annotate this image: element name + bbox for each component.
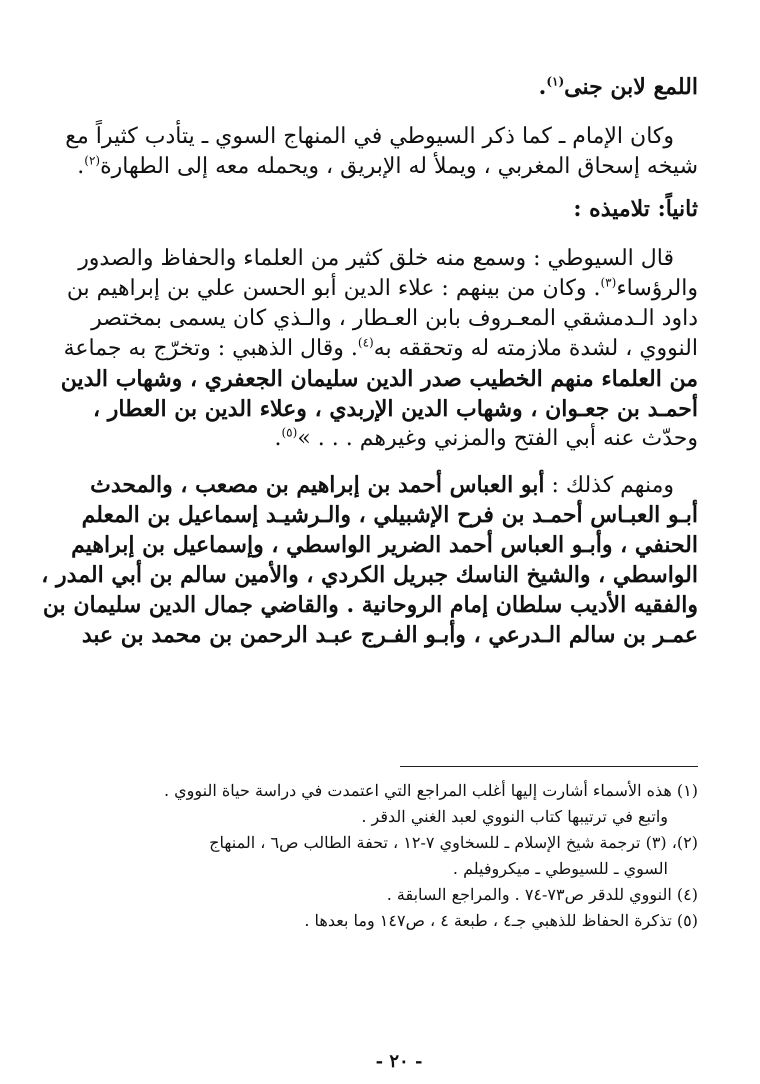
footnote-1-continued: واتبع في ترتيبها كتاب النووي لعبد الغني الدقر .: [361, 807, 668, 826]
title-line: [100, 72, 698, 102]
paragraph-line: أحمـد بن جعـوان ، وشهاب الدين الإربدي ، وعلاء الدين بن العطار ،: [93, 396, 698, 422]
paragraph-line: أبـو العبـاس أحمـد بن فرح الإشبيلي ، والـرشيـد إسماعيل بن المعلم: [81, 502, 698, 528]
section-heading-students: ثانياً: تلاميذه :: [573, 196, 698, 222]
paragraph-line: [90, 470, 698, 500]
book-page: [41, 66, 698, 1072]
paragraph-line-end: .: [274, 426, 282, 451]
footnote-2-3: (٢)، (٣) ترجمة شيخ الإسلام ـ للسخاوي ٧-١٢ ، تحفة الطالب ص٦ ، المنهاج: [209, 833, 698, 852]
footnote-ref-5: (٥): [281, 425, 298, 440]
paragraph-line: [63, 334, 698, 364]
title-text: اللمع لابن جنى: [564, 74, 698, 100]
title-end: .: [538, 74, 547, 100]
footnote-4: (٤) النووي للدقر ص٧٣-٧٤ . والمراجع السابقة .: [386, 885, 698, 904]
paragraph-line-text: النووي ، لشدة ملازمته له وتحققه به: [373, 336, 698, 361]
paragraph-line-text: . وقال الذهبي : وتخرّج به جماعة: [63, 336, 358, 361]
footnote-ref-1: (١): [546, 74, 565, 89]
paragraph-line: قال السيوطي : وسمع منه خلق كثير من العلماء والحفاظ والصدور: [78, 246, 674, 271]
paragraph-line: [77, 152, 698, 182]
paragraph-line: من العلماء منهم الخطيب صدر الدين سليمان الجعفري ، وشهاب الدين: [60, 366, 698, 392]
footnotes: [100, 778, 698, 934]
paragraph-line: والفقيه الأديب سلطان إمام الروحانية . والقاضي جمال الدين سليمان بن: [42, 592, 698, 618]
paragraph-line-text: شيخه إسحاق المغربي ، ويملأ له الإبريق ، ويحمله معه إلى الطهارة: [100, 154, 698, 179]
footnote-ref-4: (٤): [357, 335, 374, 350]
paragraph-students: [60, 244, 698, 454]
footnote-divider: [400, 766, 698, 767]
paragraph-line-text: ومنهم كذلك :: [544, 473, 674, 498]
page-number: - ٢٠ -: [375, 1051, 423, 1072]
footnote-2-3-continued: السوي ـ للسيوطي ـ ميكروفيلم .: [452, 859, 668, 878]
paragraph-line-end: .: [77, 154, 85, 179]
paragraph-line: الواسطي ، والشيخ الناسك جبريل الكردي ، والأمين سالم بن أبي المدر ،: [41, 562, 698, 588]
footnote-1: (١) هذه الأسماء أشارت إليها أغلب المراجع التي اعتمدت في دراسة حياة النووي .: [163, 781, 698, 800]
footnote-ref-2: (٢): [84, 153, 101, 168]
paragraph-line: [66, 274, 698, 304]
paragraph-line: [100, 424, 698, 454]
paragraph-line-text: وحدّث عنه أبي الفتح والمزني وغيرهم . . . »: [297, 426, 698, 451]
paragraph-more-students: [41, 470, 698, 650]
paragraph-line-text: والرؤساء: [616, 276, 698, 301]
footnote-5: (٥) تذكرة الحفاظ للذهبي جـ٤ ، طبعة ٤ ، ص١٤٧ وما بعدها .: [304, 911, 698, 930]
paragraph-line-text: أبو العباس أحمد بن إبراهيم بن مصعب ، والمحدث: [90, 472, 545, 498]
paragraph-imam-teacher: [65, 122, 698, 182]
footnote-ref-3: (٣): [600, 275, 617, 290]
paragraph-line-text: . وكان من بينهم : علاء الدين أبو الحسن علي بن إبراهيم بن: [66, 276, 601, 301]
paragraph-line: عمـر بن سالم الـدرعي ، وأبـو الفـرج عبـد الرحمن بن محمد بن عبد: [81, 622, 698, 648]
paragraph-line: داود الـدمشقي المعـروف بابن العـطار ، والـذي كان يسمى بمختصر: [91, 306, 698, 331]
paragraph-line: الحنفي ، وأبـو العباس أحمد الضرير الواسطي ، وإسماعيل بن إبراهيم: [71, 532, 698, 558]
paragraph-line: وكان الإمام ـ كما ذكر السيوطي في المنهاج السوي ـ يتأدب كثيراً مع: [65, 124, 674, 149]
